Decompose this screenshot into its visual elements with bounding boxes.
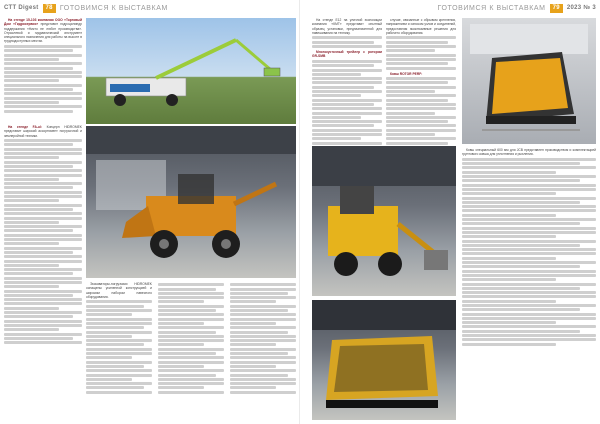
right-body-3: Ковш специальный 600 мм для JCB представлен производством и комплектацией грунтового ковша для уплотнения и рыхления. [462, 148, 596, 157]
body-text-2: Концерн HIDROMEK представит широкий ассортимент погрузочной и землеройной техники. [4, 125, 82, 138]
page-number-right: 79 [550, 4, 563, 13]
left-header [4, 3, 168, 13]
brand-label: СТТ Digest [4, 5, 39, 11]
right-body-1: На стенде E12 на уличной экспозиции компания «КМТ» представит опытный образец установки, предназначенной для навешивания на технику. [312, 18, 382, 35]
article-column-2 [86, 282, 152, 395]
right-body-2: случае, связанные с обрывом крепления, напряжением и износом узлов и соединений, предоставляя эксклюзивные решения для рабочего оборудования. [386, 18, 456, 35]
right-column-1 [312, 18, 382, 163]
section-title: ГОТОВИМСЯ К ВЫСТАВКАМ [59, 4, 168, 12]
right-header [438, 3, 597, 13]
page-number: 78 [43, 4, 56, 13]
bucket-attachment-photo [462, 18, 596, 144]
article-column-1b [4, 125, 82, 345]
backhoe-loader-photo [86, 126, 296, 278]
lead-text-2: На стенде FA-ul: [8, 125, 43, 129]
lead-text: На стенде 15-103 компании ООО «Торговый Дом «Гидросервис» [4, 18, 82, 27]
article-column-4 [230, 282, 296, 395]
right-lead-1: Многокусточный трейлер с ротором GR-SMB [312, 50, 382, 59]
article-column-1 [4, 18, 82, 114]
aerial-lift-photo [86, 18, 296, 124]
right-lead-2: Ковш ROTOR PERF: [390, 71, 423, 76]
machine-attachment-photo [312, 146, 456, 296]
article-column-3 [158, 282, 224, 395]
right-column-2 [386, 18, 456, 146]
body-text: представит гидроцилиндр поддержания «Никто не любит производства». Отраслевой и гидравлический инструмент специального назначения для работы на высоте в труднодоступных местах. [4, 22, 82, 44]
bucket-hall-photo [312, 300, 456, 420]
issue-label: 2023 № 3 [566, 5, 596, 11]
body-text-3: Экскаваторы-погрузчики HIDROMEK оснащены усиленной конструкцией и широким набором навесного оборудования. [86, 282, 152, 299]
section-title-right: ГОТОВИМСЯ К ВЫСТАВКАМ [437, 4, 546, 12]
right-page [300, 0, 600, 424]
right-column-3 [462, 148, 596, 347]
